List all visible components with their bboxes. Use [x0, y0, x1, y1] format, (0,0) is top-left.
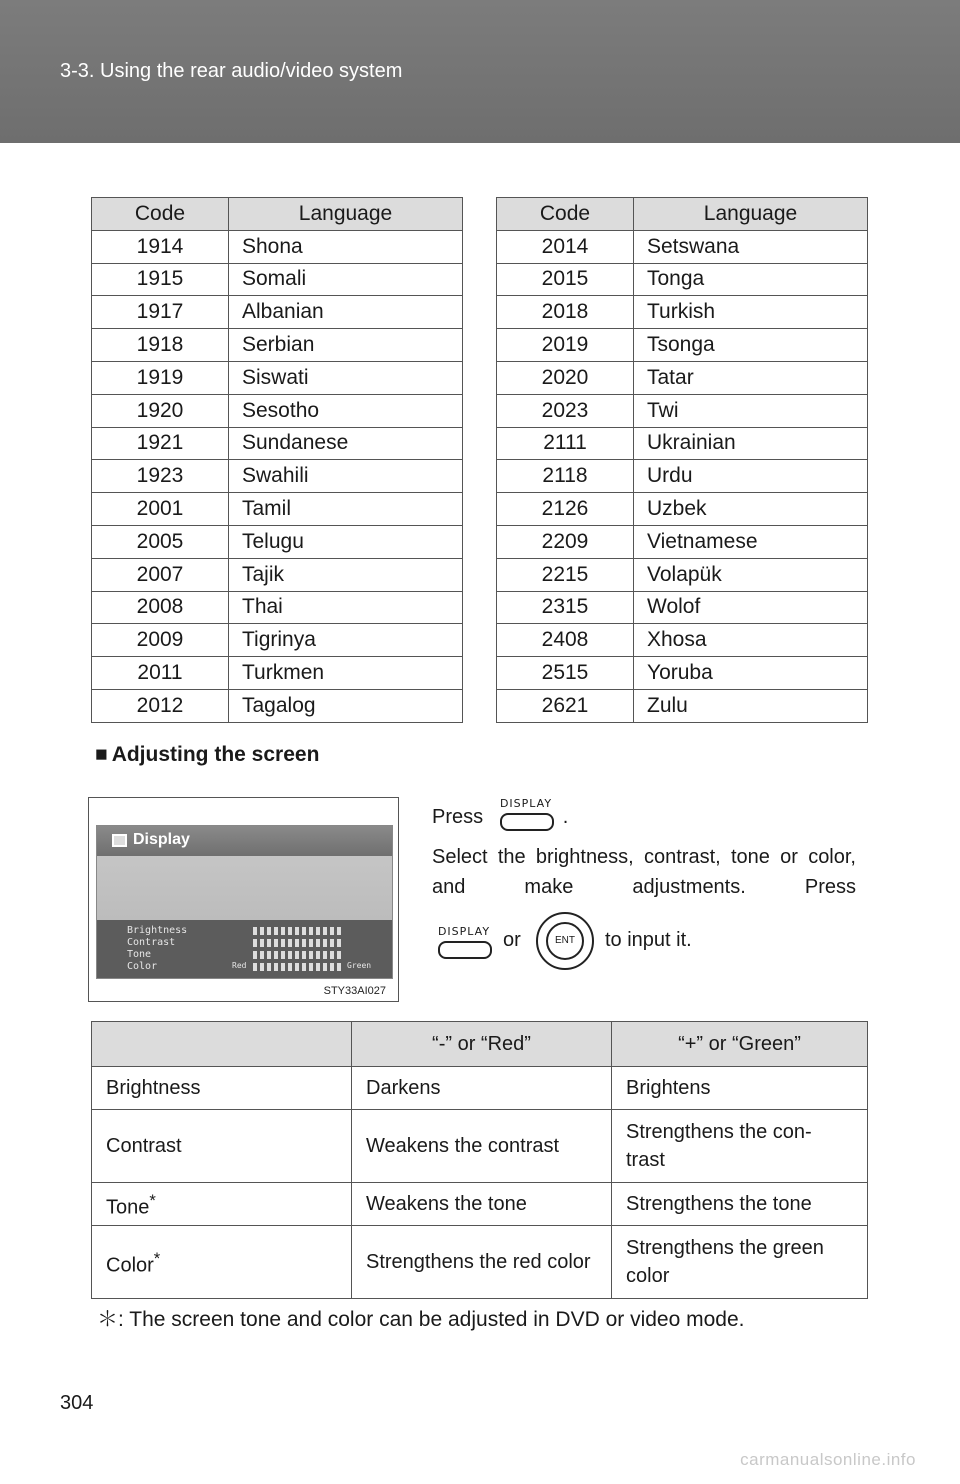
table-row	[92, 525, 463, 558]
column-header-language: Language	[634, 198, 868, 231]
heading-text: Adjusting the screen	[111, 743, 320, 766]
language-name: Zulu	[634, 689, 868, 722]
table-row	[92, 394, 463, 427]
page-number: 304	[60, 1392, 94, 1414]
table-row	[92, 1110, 868, 1183]
menu-item-tone: Tone	[127, 949, 152, 960]
display-button-icon	[496, 797, 556, 835]
language-code: 2621	[497, 689, 634, 722]
language-code: 2008	[92, 591, 229, 624]
column-header-code: Code	[497, 198, 634, 231]
footnote-mark: *	[149, 1190, 156, 1210]
level-bar	[253, 927, 343, 935]
language-code: 2005	[92, 525, 229, 558]
table-row	[497, 525, 868, 558]
language-code: 2315	[497, 591, 634, 624]
table-row	[497, 493, 868, 526]
table-row	[92, 624, 463, 657]
language-name: Telugu	[229, 525, 463, 558]
instruction-select: Select the brightness, contrast, tone or color, and make adjustments. Press	[432, 846, 856, 898]
language-code: 1921	[92, 427, 229, 460]
language-name: Tonga	[634, 263, 868, 296]
language-code: 1923	[92, 460, 229, 493]
table-row	[92, 591, 463, 624]
table-row	[497, 394, 868, 427]
column-header-language: Language	[229, 198, 463, 231]
column-header-minus: “-” or “Red”	[352, 1022, 612, 1067]
display-button-label: DISPLAY	[437, 925, 491, 938]
language-name: Xhosa	[634, 624, 868, 657]
table-row	[92, 1067, 868, 1110]
language-name: Albanian	[229, 296, 463, 329]
table-row	[497, 460, 868, 493]
table-row	[92, 296, 463, 329]
language-name: Urdu	[634, 460, 868, 493]
language-name: Setswana	[634, 230, 868, 263]
level-bar	[253, 951, 343, 959]
plus-effect: Strengthens the green color	[612, 1226, 868, 1299]
language-code: 2015	[497, 263, 634, 296]
section-title: 3-3. Using the rear audio/video system	[60, 60, 403, 82]
table-row	[497, 427, 868, 460]
table-row	[497, 263, 868, 296]
button-key-shape	[500, 813, 554, 831]
language-name: Tatar	[634, 361, 868, 394]
language-code: 2020	[497, 361, 634, 394]
section-heading	[95, 743, 319, 767]
press-word: Press	[432, 806, 484, 828]
table-row	[92, 263, 463, 296]
table-row	[92, 361, 463, 394]
screen-title: Display	[133, 831, 190, 848]
display-button-icon	[434, 925, 494, 963]
language-name: Shona	[229, 230, 463, 263]
language-code: 2023	[497, 394, 634, 427]
adjustment-table	[91, 1021, 868, 1299]
table-row	[92, 460, 463, 493]
table-row	[497, 361, 868, 394]
screen-adjust-menu	[97, 920, 392, 978]
page-header	[0, 0, 960, 143]
setting-label: Color	[106, 1254, 154, 1277]
table-row	[497, 230, 868, 263]
language-code: 2007	[92, 558, 229, 591]
table-row	[497, 624, 868, 657]
table-row	[497, 657, 868, 690]
language-code: 2011	[92, 657, 229, 690]
language-code: 2118	[497, 460, 634, 493]
display-icon	[112, 834, 127, 847]
plus-effect: Strengthens the tone	[612, 1183, 868, 1226]
column-header-item	[92, 1022, 352, 1067]
language-name: Twi	[634, 394, 868, 427]
minus-effect: Weakens the tone	[352, 1183, 612, 1226]
language-code: 1918	[92, 329, 229, 362]
language-code: 1917	[92, 296, 229, 329]
plus-effect: Brightens	[612, 1067, 868, 1110]
table-row	[92, 689, 463, 722]
ent-knob-icon	[536, 912, 594, 970]
minus-effect: Strengthens the red color	[352, 1226, 612, 1299]
language-name: Vietnamese	[634, 525, 868, 558]
language-code: 2408	[497, 624, 634, 657]
language-name: Sesotho	[229, 394, 463, 427]
language-code: 1915	[92, 263, 229, 296]
column-header-plus: “+” or “Green”	[612, 1022, 868, 1067]
language-code: 2215	[497, 558, 634, 591]
language-name: Ukrainian	[634, 427, 868, 460]
language-code-table-right	[496, 197, 868, 723]
column-header-code: Code	[92, 198, 229, 231]
menu-item-brightness: Brightness	[127, 925, 188, 936]
display-screen-illustration	[88, 797, 399, 1002]
language-name: Thai	[229, 591, 463, 624]
plus-effect: Strengthens the con- trast	[612, 1110, 868, 1183]
table-row	[92, 329, 463, 362]
table-row	[92, 1183, 868, 1226]
setting-label: Tone	[106, 1196, 150, 1219]
language-name: Tagalog	[229, 689, 463, 722]
language-code-table-left	[91, 197, 463, 723]
setting-name: Contrast	[92, 1110, 352, 1183]
color-red-label: Red	[232, 961, 247, 970]
language-code: 2111	[497, 427, 634, 460]
language-name: Sundanese	[229, 427, 463, 460]
language-name: Tajik	[229, 558, 463, 591]
language-code: 2012	[92, 689, 229, 722]
language-name: Tigrinya	[229, 624, 463, 657]
display-button-label: DISPLAY	[499, 797, 553, 810]
footnote-mark: *	[153, 1248, 161, 1268]
button-key-shape	[438, 941, 492, 959]
language-name: Somali	[229, 263, 463, 296]
language-code: 2515	[497, 657, 634, 690]
language-name: Serbian	[229, 329, 463, 362]
language-code: 2001	[92, 493, 229, 526]
input-instruction: to input it.	[605, 929, 692, 951]
setting-name	[92, 1183, 352, 1226]
language-code: 2014	[497, 230, 634, 263]
language-code: 2009	[92, 624, 229, 657]
language-name: Wolof	[634, 591, 868, 624]
table-row	[92, 1226, 868, 1299]
screen-display	[96, 825, 393, 979]
language-code: 2126	[497, 493, 634, 526]
table-row	[497, 558, 868, 591]
table-row	[497, 591, 868, 624]
table-row	[92, 230, 463, 263]
color-green-label: Green	[347, 961, 372, 970]
language-name: Turkmen	[229, 657, 463, 690]
bullet-square-icon: ■	[95, 743, 108, 766]
setting-name	[92, 1226, 352, 1299]
language-code: 2018	[497, 296, 634, 329]
language-code: 1914	[92, 230, 229, 263]
language-code: 1919	[92, 361, 229, 394]
table-row	[497, 296, 868, 329]
level-bar	[253, 963, 343, 971]
footnote: ＊: The screen tone and color can be adjusted in DVD or video mode.	[97, 1308, 745, 1331]
menu-item-contrast: Contrast	[127, 937, 176, 948]
image-caption: STY33AI027	[323, 985, 386, 997]
language-name: Tamil	[229, 493, 463, 526]
minus-effect: Darkens	[352, 1067, 612, 1110]
table-row	[497, 329, 868, 362]
language-name: Siswati	[229, 361, 463, 394]
table-row	[497, 689, 868, 722]
language-name: Swahili	[229, 460, 463, 493]
table-row	[92, 657, 463, 690]
minus-effect: Weakens the contrast	[352, 1110, 612, 1183]
menu-item-color: Color	[127, 961, 158, 972]
table-row	[92, 558, 463, 591]
watermark: carmanualsonline.info	[740, 1450, 916, 1469]
language-name: Tsonga	[634, 329, 868, 362]
ent-label: ENT	[546, 922, 584, 960]
level-bar	[253, 939, 343, 947]
language-name: Yoruba	[634, 657, 868, 690]
setting-name: Brightness	[92, 1067, 352, 1110]
table-row	[92, 427, 463, 460]
language-name: Turkish	[634, 296, 868, 329]
language-name: Volapük	[634, 558, 868, 591]
language-code: 1920	[92, 394, 229, 427]
press-end: .	[562, 806, 569, 828]
or-word: or	[503, 929, 521, 951]
table-row	[92, 493, 463, 526]
screen-title-bar	[97, 826, 392, 856]
language-code: 2209	[497, 525, 634, 558]
language-code: 2019	[497, 329, 634, 362]
language-name: Uzbek	[634, 493, 868, 526]
